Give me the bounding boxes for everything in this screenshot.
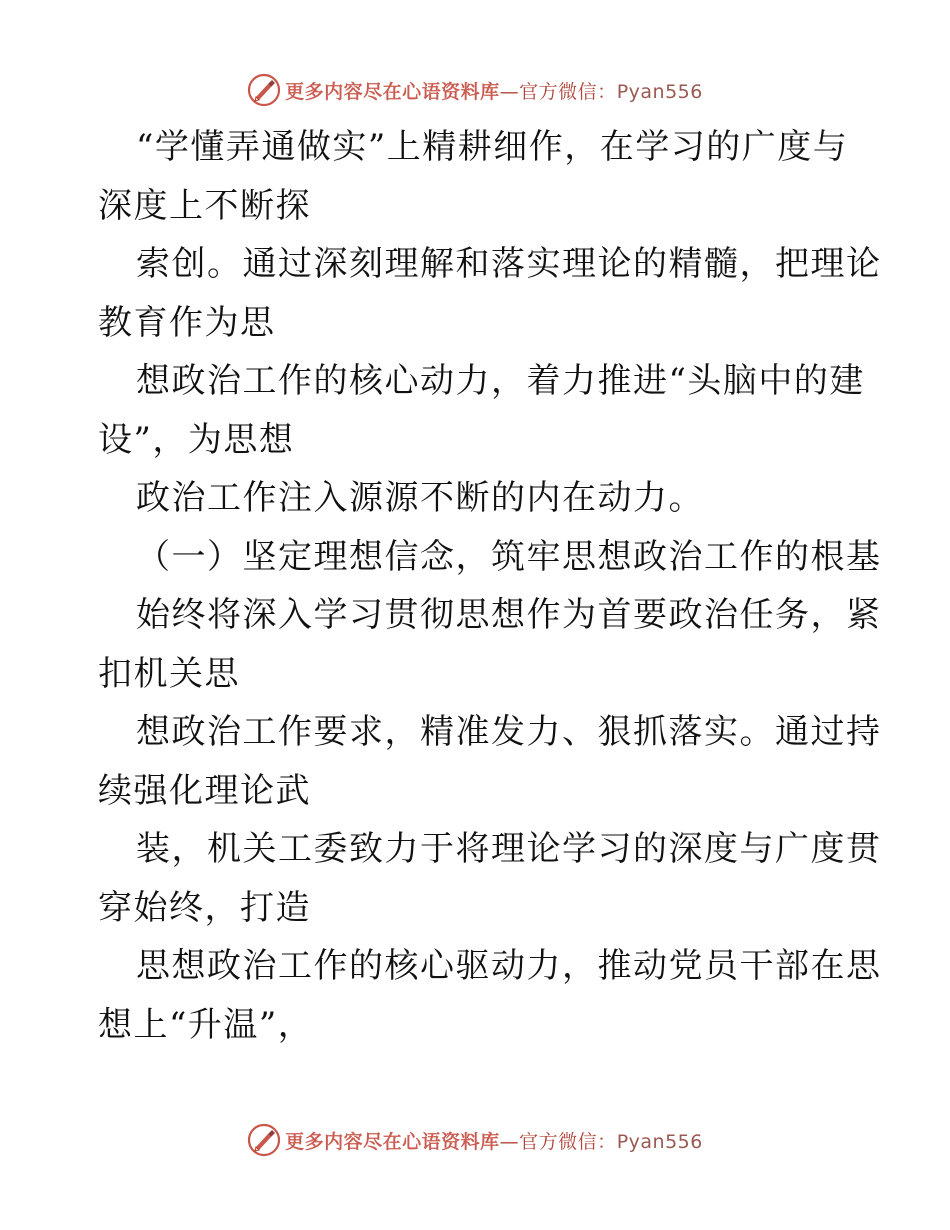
body-line: 想政治工作要求，精准发力、狠抓落实。通过持 [136,712,882,752]
body-line: 教育作为思 [98,302,276,343]
footer-watermark-wechat-id: Pyan556 [616,1130,703,1153]
body-line: 穿始终，打造 [98,887,311,928]
body-line: 设”，为思想 [98,419,295,460]
footer-watermark-text [285,1127,703,1154]
body-line: 政治工作注入源源不断的内在动力。 [136,478,704,518]
header-watermark-wechat-id: Pyan556 [616,80,703,103]
body-line: 想政治工作的核心动力，着力推进“头脑中的建 [136,361,865,401]
pen-logo-icon [247,73,281,107]
body-line: 索创。通过深刻理解和落实理论的精髓，把理论 [136,244,882,284]
header-watermark-text [285,77,703,104]
pen-logo-icon [247,1123,281,1157]
body-line: 始终将深入学习贯彻思想作为首要政治任务，紧 [136,595,882,635]
footer-watermark-wechat-label: —官方微信： [499,1130,617,1153]
body-line: 想上“升温”， [98,1004,314,1045]
body-line: 装，机关工委致力于将理论学习的深度与广度贯 [136,829,882,869]
footer-watermark-site: 更多内容尽在心语资料库 [285,1130,500,1153]
body-line: “学懂弄通做实”上精耕细作，在学习的广度与 [136,127,849,167]
header-watermark-banner [0,70,950,110]
body-line: 思想政治工作的核心驱动力，推动党员干部在思 [136,946,882,986]
body-line: 扣机关思 [98,653,240,694]
body-line: 续强化理论武 [98,770,311,811]
body-line: 深度上不断探 [98,185,311,226]
header-watermark-site: 更多内容尽在心语资料库 [285,80,500,103]
footer-watermark-banner [0,1120,950,1160]
section-heading: （一）坚定理想信念，筑牢思想政治工作的根基 [136,536,882,577]
header-watermark-wechat-label: —官方微信： [499,80,617,103]
document-body [98,118,882,1054]
